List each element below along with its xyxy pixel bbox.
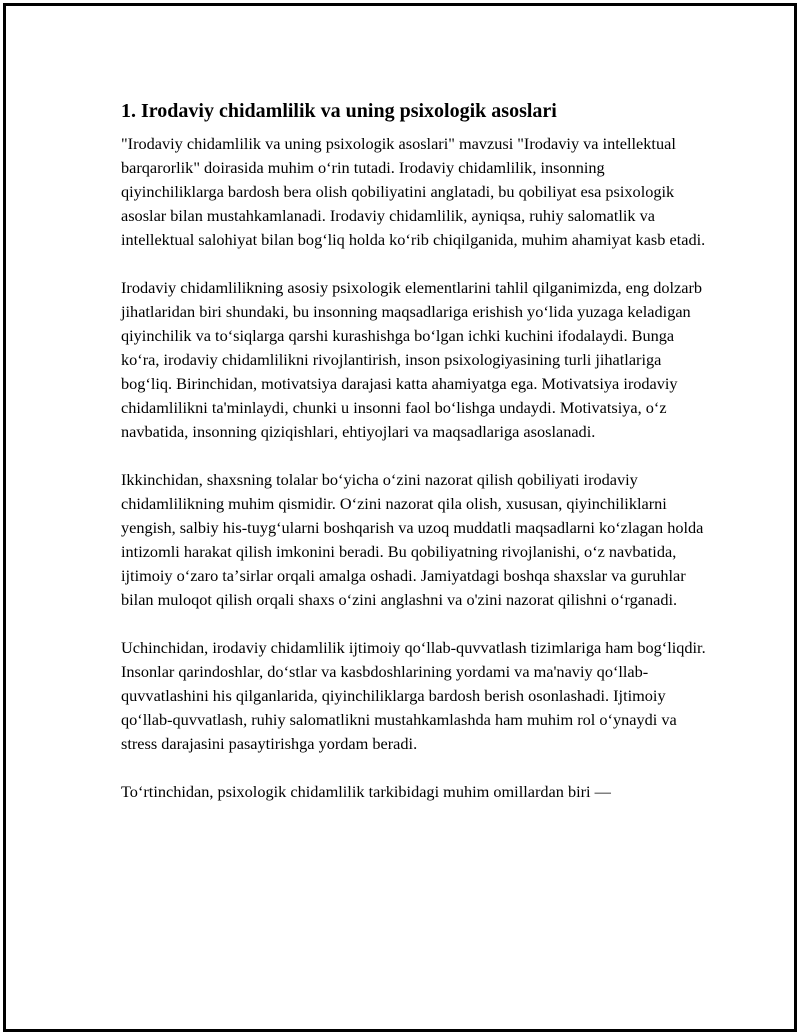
paragraph-social-support: Uchinchidan, irodaviy chidamlilik ijtimoiy qoʻllab-quvvatlash tizimlariga ham bogʻliqdir. Insonlar qarindoshlar, doʻstlar va kasbdoshlarining yordami va ma'naviy qoʻllab-quvvatlashini his qilganlarida, qiyinchiliklarga bardosh berish osonlashadi. Ijtimoiy qoʻllab-quvvatlash, ruhiy salomatlikni mustahkamlashda ham muhim rol oʻynaydi va stress darajasini pasaytirishga yordam beradi. bbox=[121, 638, 706, 753]
paragraph-intro: "Irodaviy chidamlilik va uning psixologik asoslari" mavzusi "Irodaviy va intellektual barqarorlik" doirasida muhim oʻrin tutadi. Irodaviy chidamlilik, insonning qiyinchiliklarga bardosh bera olish qobiliyatini anglatadi, bu qobiliyat esa psixologik asoslar bilan mustahkamlanadi. Irodaviy chidamlilik, ayniqsa, ruhiy salomatlik va intellektual salohiyat bilan bogʻliq holda koʻrib chiqilganida, muhim ahamiyat kasb etadi. bbox=[121, 134, 706, 249]
document-body bbox=[121, 98, 706, 828]
paragraph-fourth: Toʻrtinchidan, psixologik chidamlilik tarkibidagi muhim omillardan biri — bbox=[121, 782, 611, 801]
page-frame bbox=[3, 3, 797, 1032]
paragraph-motivation: Irodaviy chidamlilikning asosiy psixologik elementlarini tahlil qilganimizda, eng dolzarb jihatlaridan biri shundaki, bu insonning maqsadlariga erishish yoʻlida yuzaga keladigan qiyinchilik va toʻsiqlarga qarshi kurashishga boʻlgan ichki kuchini ifodalaydi. Bunga koʻra, irodaviy chidamlilikni rivojlantirish, inson psixologiyasining turli jihatlariga bogʻliq. Birinchidan, motivatsiya darajasi katta ahamiyatga ega. Motivatsiya irodaviy chidamlilikni ta'minlaydi, chunki u insonni faol boʻlishga undaydi. Motivatsiya, oʻz navbatida, insonning qiziqishlari, ehtiyojlari va maqsadlariga asoslanadi. bbox=[121, 278, 703, 441]
section-heading: 1. Irodaviy chidamlilik va uning psixologik asoslari bbox=[121, 100, 557, 122]
paragraph-self-control: Ikkinchidan, shaxsning tolalar boʻyicha oʻzini nazorat qilish qobiliyati irodaviy chidamlilikning muhim qismidir. Oʻzini nazorat qila olish, xususan, qiyinchiliklarni yengish, salbiy his-tuygʻularni boshqarish va uzoq muddatli maqsadlarni koʻzlagan holda intizomli harakat qilish imkonini beradi. Bu qobiliyatning rivojlanishi, oʻz navbatida, ijtimoiy oʻzaro taʼsirlar orqali amalga oshadi. Jamiyatdagi boshqa shaxslar va guruhlar bilan muloqot qilish orqali shaxs oʻzini anglashni va o'zini nazorat qilishni oʻrganadi. bbox=[121, 470, 704, 609]
